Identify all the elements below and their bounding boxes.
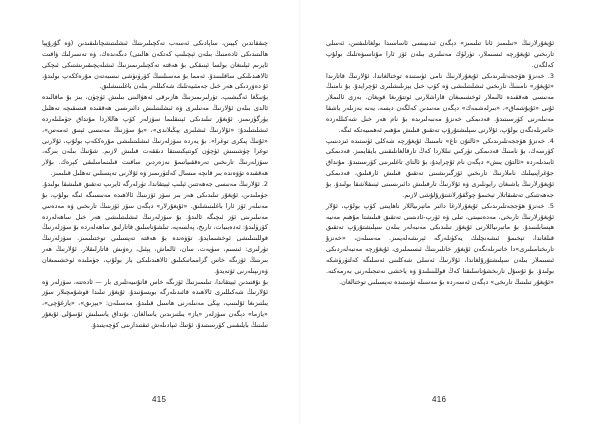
left-page-text xyxy=(42,38,268,331)
left-page-number: 415 xyxy=(152,395,167,404)
right-paragraph-1: ئۇيغۇرلارنىڭ «تىلىمىز ئانا تىلىمىز» دېگەن ئىدىيىسى ئاساسىدا بولغانلىقتىن، ئەسلى تارىخىي ئۇيغۇرچە ئىسىملار، تۈرلۈك مەنىلىرى بىلەن ئۆز ئارا مۇناسىۋەتلىك بولۇپ كەلگەن. xyxy=(326,39,554,69)
right-page xyxy=(300,0,600,424)
left-paragraph-1: چىققاندىن كېيىن، ساپادىكى ئەسەب تەكچىلىرىنىڭ ئىشلىتىشچانلىقىدىن (ۋە گۇرۇپپا ھالىتىدىكى ئادەمنىڭ بىلەن ئېچىلىپ كەتكەن ھالىتى) دىگەندەك، ۋە تەسىرلىك ۋاقىت ئايرىم ئېلىنغان بولسا ئېنىقكى بۇ ھەقتە تەكچىلىرىمىزنىڭ ئىشلەپچىقىرىشتىكى ئىچكى ئالاھىدىلىكى ساقلىنىدۇ. ئەمما بۇ مەسىلىنىڭ كۆرۈنۈشى نىسبەتەن مۇرەككەپ بولىدۇ، ئۇ دەۋردىكى ھەر خىل جەمئىيەتلىك شەكىللەر بىلەن باغلىنىشلىق. xyxy=(42,39,268,91)
right-paragraph-4: 5. خەنزۇ ھۆججەتلىرىدىكى ئۇيغۇرلارغا دائىر ماتېرىياللار ناھايىتى كۆپ بولۇپ، ئۇلار ئۇيغۇرلارنىڭ تارىخى، مەدەنىيىتى، تىلى ۋە ئۆرپ-ئادىتىنى تەتقىق قىلىشتا مۇھىم مەنبە ھېسابلىنىدۇ. بۇ ماتېرىياللارنى ئۇيغۇر تىلىدىكى مەنبەلەر بىلەن سېلىشتۇرۇپ تەتقىق قىلغاندا، تېخىمۇ ئىشەنچلىك يەكۈنلەرگە ئېرىشەلەيمىز. مەسىلەن، «خەنزۇ تارىخنامىلىرى»دا خاتىرىلەنگەن ئۇيغۇر خانلىرىنىڭ ئىسىملىرى، ئۇيغۇرچە مەنبەلەردىكى ئىسىملار بىلەن سېلىشتۇرۇلغاندا، ئۇلارنىڭ ئەسلى شەكلىنى ئەسلىگە كەلتۈرۈشكە بولىدۇ. بۇ ئۇسۇل تارىخشۇناسلىقتا كەڭ قوللىنىلىدۇ ۋە ياخشى نەتىجىلەرنى بەرمەكتە. «ئۇيغۇر تىلىنىڭ تارىخى» دېگەن ئەسەردە بۇ مەسىلە ئۈستىدە تەپسىلىي توختالغان. xyxy=(326,201,554,286)
right-page-number: 416 xyxy=(432,395,447,404)
right-paragraph-2: 3. خەنزۇ ھۆججەتلىرىدىكى ئۇيغۇرلارنىڭ نامى ئۈستىدە توختالغاندا، ئۇلارنىڭ قاتارىدا «ئۇيغۇر» نامىنىڭ تارىخىي ئىشلىتىلىشى ۋە كۆپ خىل يېزىلىشلىرى ئۇچرايدۇ. بۇ نامنىڭ مەنىسى ھەققىدە ئالىملار ئوخشىمىغان قاراشلارنى ئوتتۇرىغا قويغان. بەزى ئالىملار ئۇنى «ئۇيۇشماق»، «بىرلەشمەك» دېگەن مەنىدىن كەلگەن دېسە، يەنە بەزىلەر باشقا مەنىلەرنى كۆرسىتىدۇ. قەدىمكى خەنزۇ مەنبەلىرىدە بۇ نام ھەر خىل شەكىللەردە خاتىرىلەنگەن بولۇپ، ئۇلارنى سېلىشتۇرۇپ تەتقىق قىلىش مۇھىم ئەھمىيەتكە ئىگە. xyxy=(326,71,554,134)
left-paragraph-2: بۇنىڭغا ئەگىشىپ، تۈرلىرىمىزنىڭ ھازىرقى ئەھۋالىنى بىلىش ئۈچۈن، بىز بۇ ماقالىدە ئالدى بىلەن ئۇلارنىڭ مەنىلىرى ۋە ئىشلىتىلىش دائىرىسى ھەققىدە قىسقىچە تەھلىل يۈرگۈزىمىز. ئۇيغۇر تىلىدىكى ئېنىقلىما سۆزلەر كۆپ ھاللاردا مۇنداق جۈملىلەردە ئىشلىتىلىدۇ: «ئۇلارنىڭ ئىشلىرى يېڭىلاندى»، «بۇ سۆزنىڭ مەنىسى ئېنىق ئەمەس»، «ئۇنىڭ پىكرى توغرا». بۇ يەردە سۆزلەرنىڭ ئىشلىتىلىشى مۇرەككەپ بولۇپ، ئۇلارنى توغرا چۈشىنىش ئۈچۈن كونتېكىستقا دىققەت قىلىش لازىم. شۇنىڭ بىلەن بىرگە، سۆزلەرنىڭ تارىخىي تەرەققىياتىمۇ نەزەردىن ساقىت قىلىنماسلىقى كېرەك. بۇلار ھەققىدە تۆۋەندە بىر قانچە مىسال كەلتۈرىمىز ۋە ئۇلارنى تەپسىلىي تەھلىل قىلىمىز. xyxy=(42,93,268,178)
right-paragraph-3: 4. خەنزۇ ھۆججەتلىرىدىكى «ئالتۇن تاغ» نامىنىڭ ئۇيغۇرچە شەكلى ئۈستىدە ئىزدىنىپ كۆرسەك، بۇ نامنىڭ قەدىمكى تۈركىي تىللاردا كەڭ تارقالغانلىقىنى بايقايمىز. قەدىمكى ئابىدىلەردە «ئالتۇن يىش» دېگەن نام ئۇچرايدۇ، بۇ ئالتاي تاغلىرىنى كۆرسىتىدۇ. مۇنداق جۇغراپىيىلىك ناملارنىڭ تارىخىي ئۆزگىرىشىنى تەتقىق قىلىش ئارقىلىق، قەدىمكى ئۇيغۇرلارنىڭ ياشىغان رايونلىرى ۋە ئۇلارنىڭ تارقىلىش دائىرىسىنى ئېنىقلاشقا بولىدۇ. بۇ جەھەتتىكى تەتقىقاتلار تېخىمۇ چوڭقۇرلاشتۇرۇلۇشى لازىم. xyxy=(326,136,554,199)
right-page-text xyxy=(326,38,554,287)
left-paragraph-3: 2. ئۇلارنىڭ مەنىسى جەھەتتىن ئېلىپ ئېيتقاندا، تۈرلەرگە ئايرىپ تەتقىق قىلىشقا بولىدۇ. جۈملىدىن، ئۇيغۇر تىلىدىكى ھەر بىر سۆز ئۆزىنىڭ ئالاھىدە مەنىسىگە ئىگە بولۇپ، بۇ مەنىلەر ئۆز ئارا باغلىنىشلىق. «ئۇيغۇرلار» دېگەن سۆز ئۆزىنىڭ تارىخىي ۋە مەدەنىي مەنىلىرىنى ئۆز ئىچىگە ئالىدۇ. بۇ سۆزلەرنىڭ ئىشلىتىلىشى ھەر خىل ساھەلەردە كۆرۈلىدۇ: ئەدەبىيات، تارىخ، پەلسەپە، تىلشۇناسلىق قاتارلىق ساھەلەردە بۇ سۆزلەرنىڭ قوللىنىلىشى ئوخشىمايدۇ. تۆۋەندە بۇ ھەقتە تەپسىلىي توختىلىمىز. سۆزلەرنىڭ تۈرلىرى: ئىسىم، سۈپەت، سان، ئالماش، پېئىل، رەۋىش قاتارلىقلار. ئۇلارنىڭ ھەر بىرىنىڭ ئۆزىگە خاس گرامماتىكىلىق ئالاھىدىلىكى بار بولۇپ، جۈملىدە ئوخشىمىغان ۋەزىپىلەرنى ئۆتەيدۇ. xyxy=(42,179,268,275)
left-paragraph-4: بۇ نۇقتىدىن ئېيتقاندا، تىلىمىزنىڭ ئۆزىگە خاس قانۇنىيەتلىرى بار — ئادەتتە، سۆزلەر ۋە ئۇلارنىڭ شەكىللىرى ئالاھىدە قائىدىلەرگە بويسۇنىدۇ. ئۇيغۇر تىلىدا قوشۇمچىلار سۆز يىلتىزىغا ئۇلىنىپ، يېڭى مەنىلەرنى ھاسىل قىلىدۇ. مەسىلەن: «يېزىق»، «يازغۇچى»، «يازما» دېگەن سۆزلەر «ياز» يىلتىزىدىن ياسالغان. بۇنداق ياسىلىش ئۇسۇلى ئۇيغۇر تىلىنىڭ بايلىقىنى كۆرسىتىدۇ، ئۇنىڭ ئىپادىلەش ئىقتىدارىنى كۈچەيتىدۇ. xyxy=(42,277,268,329)
